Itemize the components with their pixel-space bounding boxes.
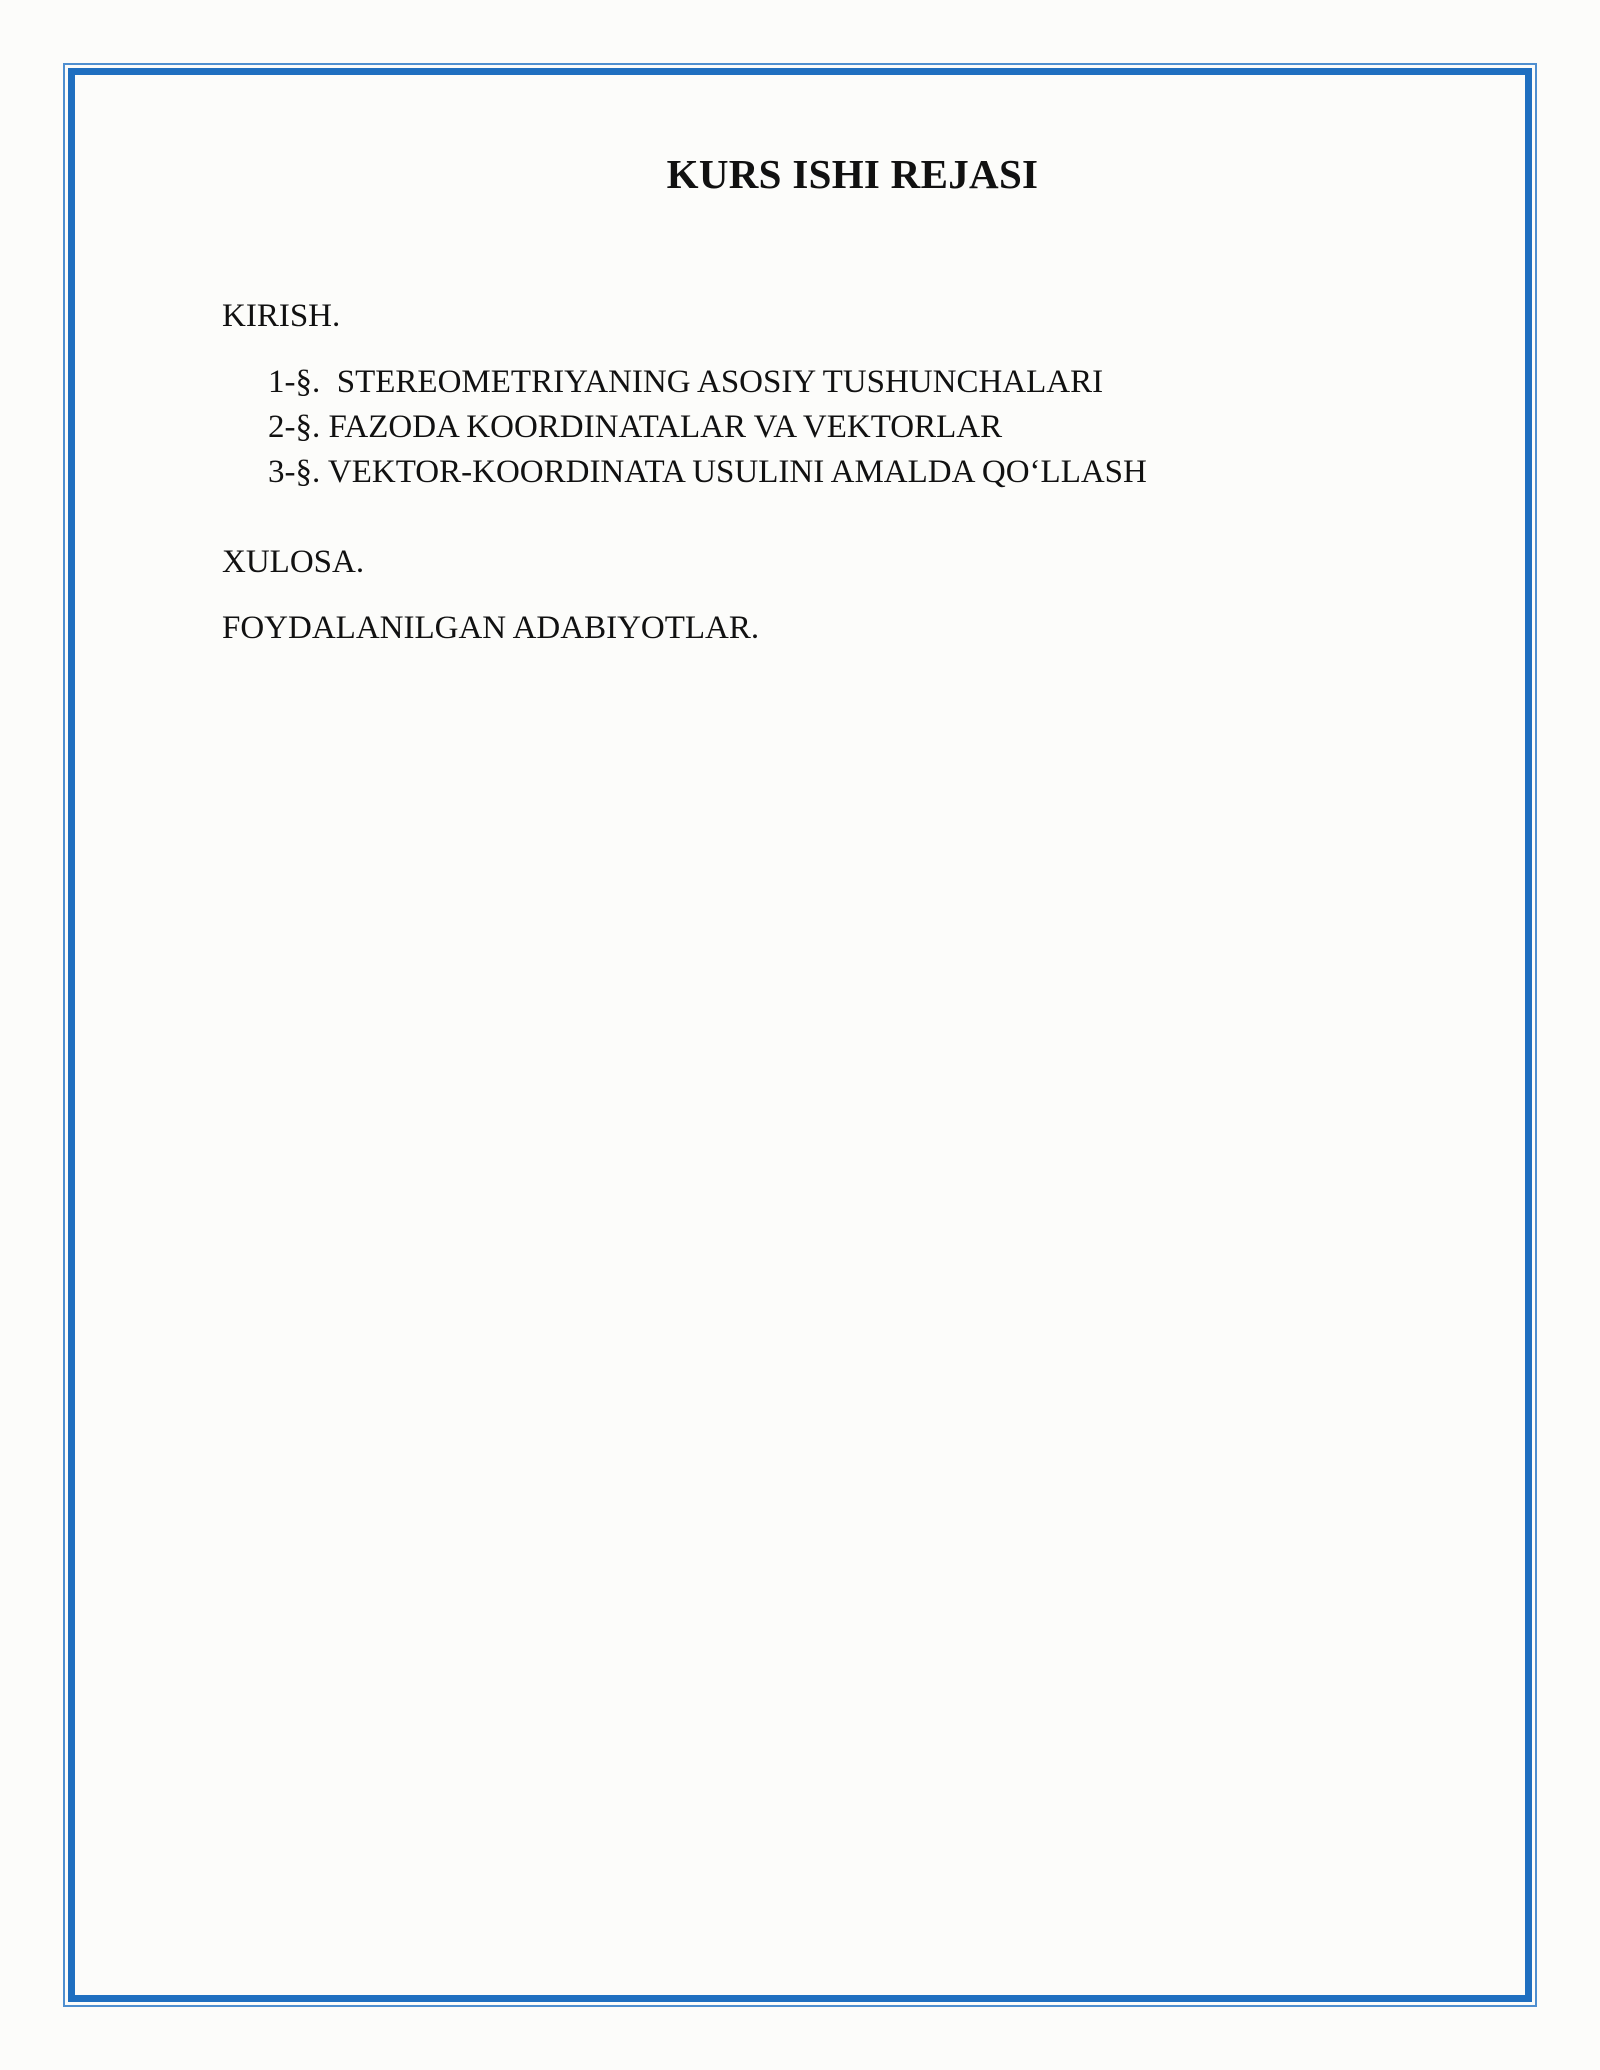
toc-references: FOYDALANILGAN ADABIYOTLAR. — [222, 610, 760, 646]
toc-intro: KIRISH. — [222, 298, 341, 334]
toc-sections — [268, 360, 1147, 495]
toc-section-2: 2-§. FAZODA KOORDINATALAR VA VEKTORLAR — [268, 409, 1003, 445]
toc-conclusion: XULOSA. — [222, 544, 365, 580]
toc-section-3: 3-§. VEKTOR-KOORDINATA USULINI AMALDA QO‘LLASH — [268, 454, 1147, 490]
toc-section-1: 1-§. STEREOMETRIYANING ASOSIY TUSHUNCHALARI — [268, 364, 1104, 400]
page-title: KURS ISHI REJASI — [666, 151, 1039, 197]
page-border — [68, 68, 1532, 2002]
